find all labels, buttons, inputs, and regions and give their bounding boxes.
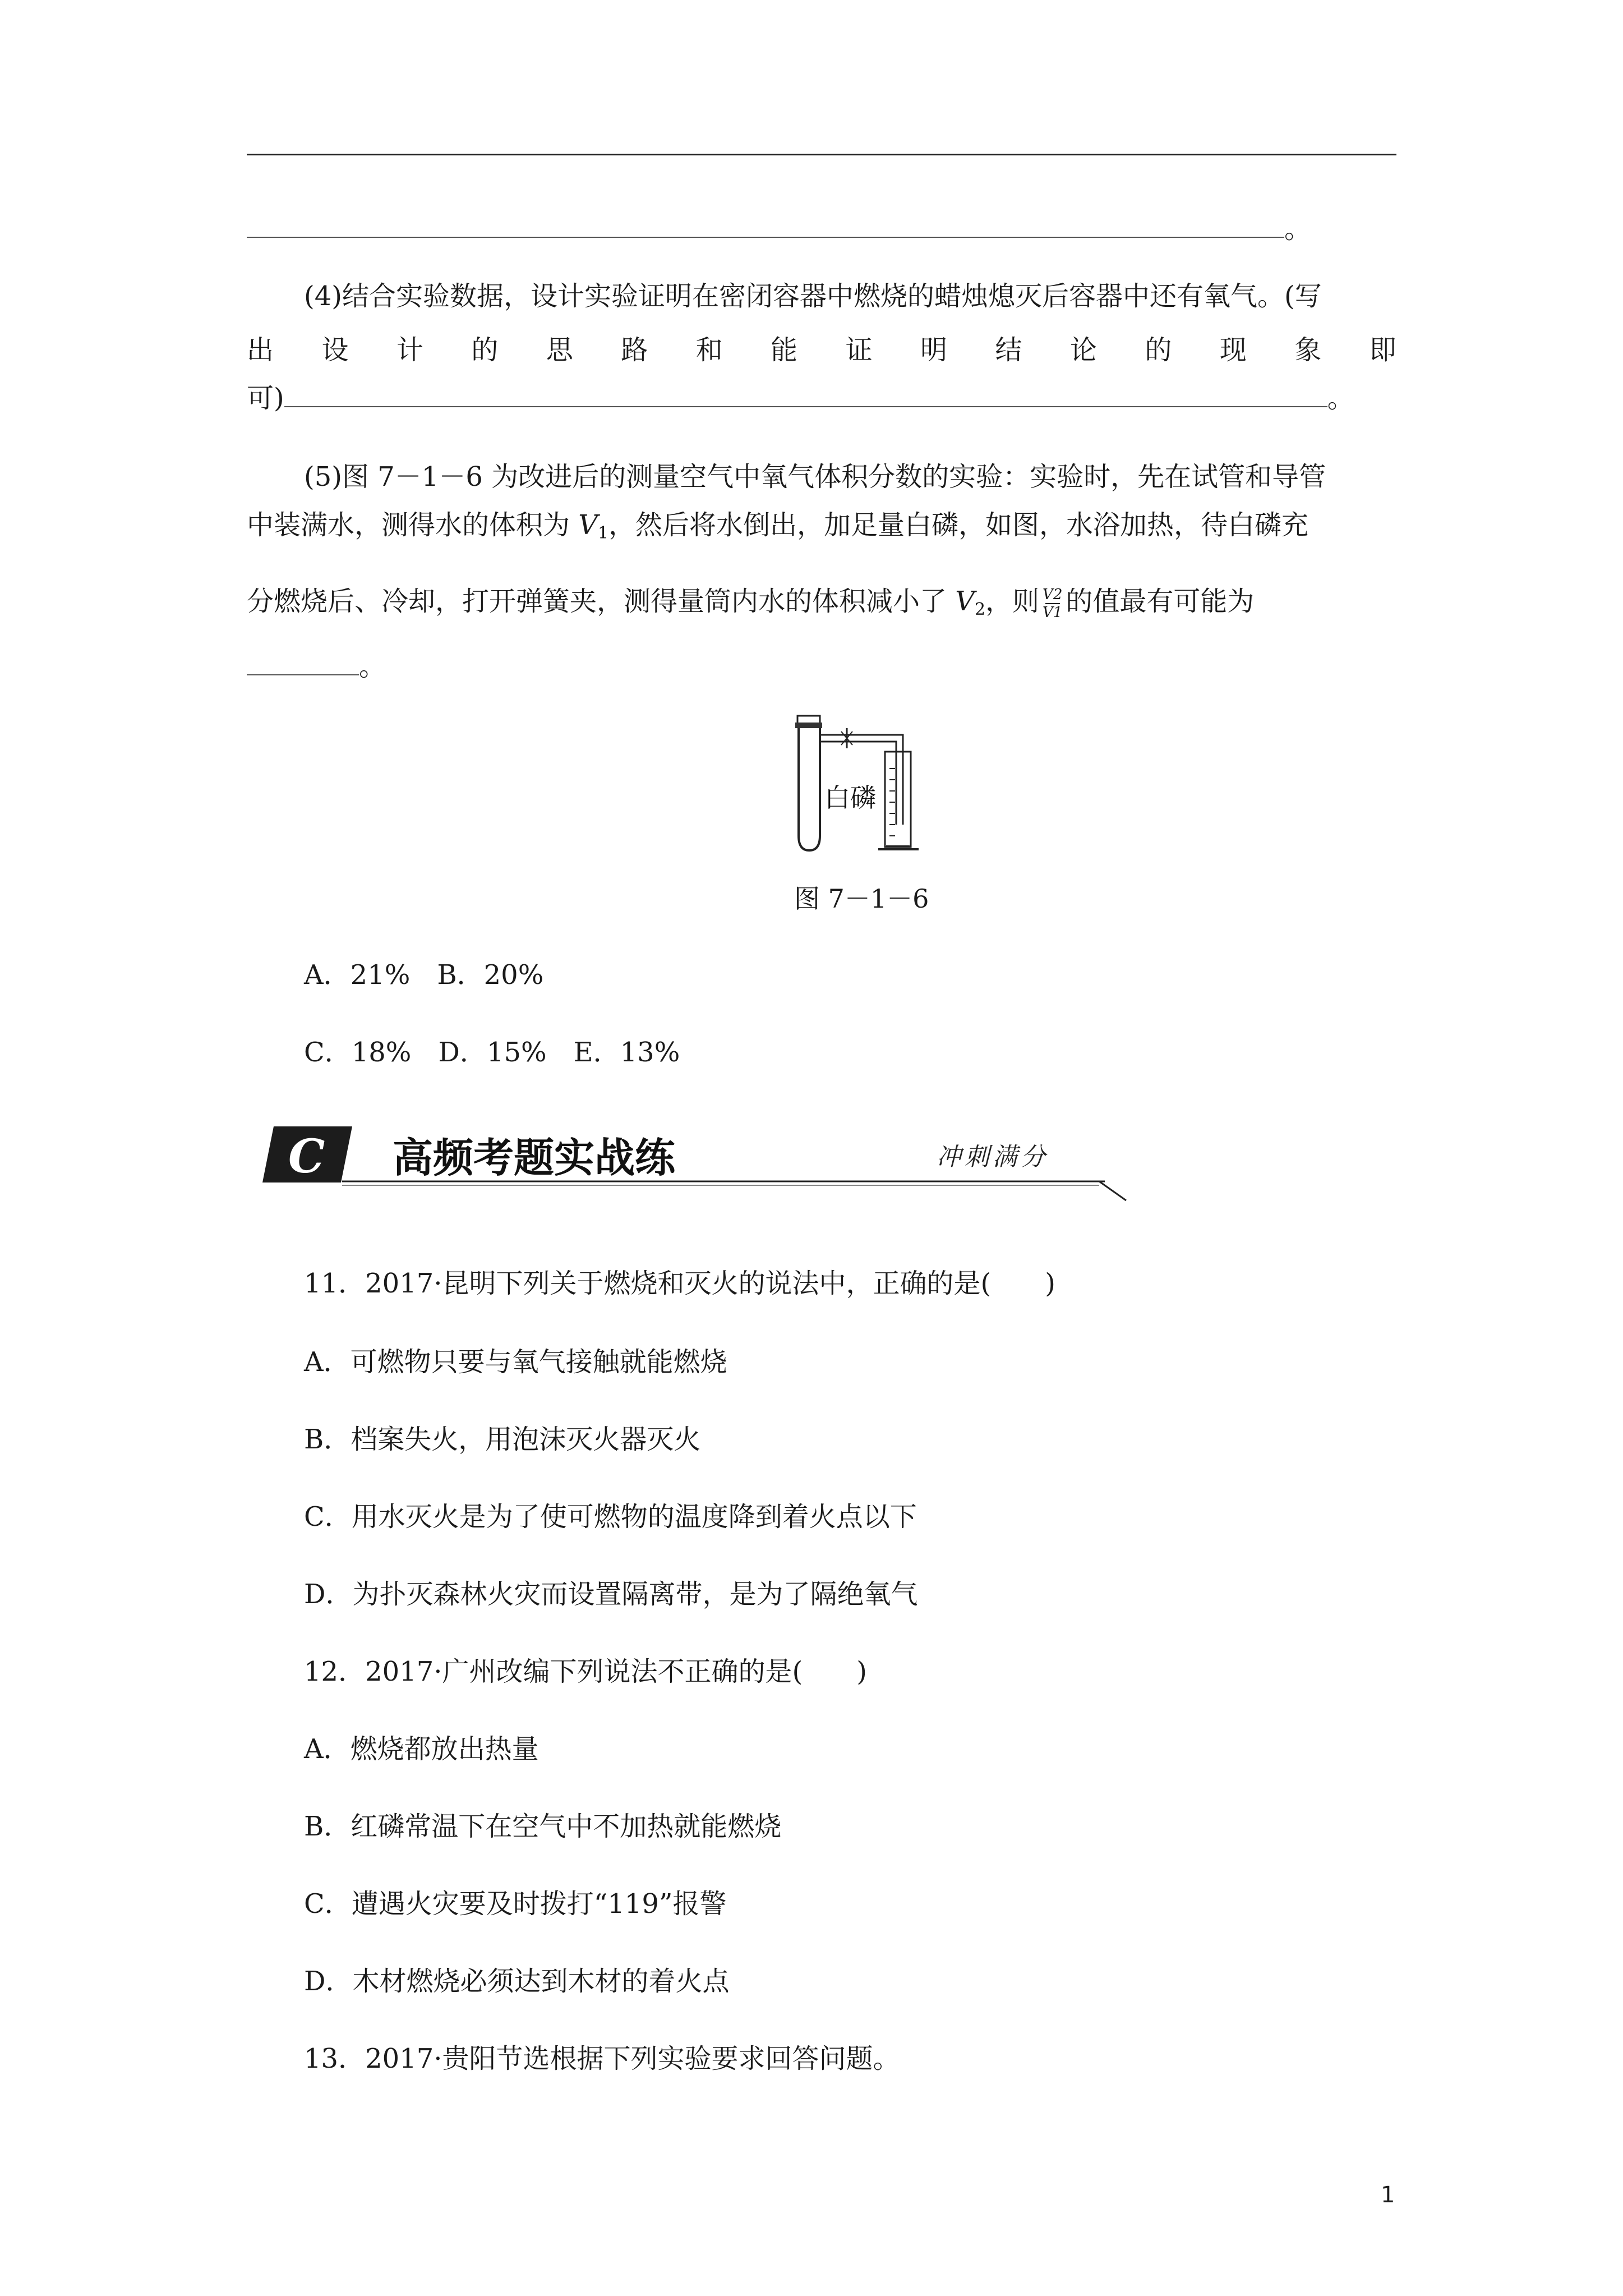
q12-option-d: D．木材燃烧必须达到木材的着火点: [304, 1966, 730, 1997]
part4-line2-char: 设: [321, 334, 349, 366]
part4-line1: (4)结合实验数据，设计实验证明在密闭容器中燃烧的蜡烛熄灭后容器中还有氧气。(写: [304, 280, 1322, 312]
q13-stem: 13．2017·贵阳节选根据下列实验要求回答问题。: [304, 2043, 900, 2074]
part4-line2-char: 和: [695, 334, 723, 366]
options-row-1: A．21% B．20%: [304, 959, 544, 991]
q11-option-c: C．用水灭火是为了使可燃物的温度降到着火点以下: [304, 1501, 917, 1533]
part4-line2-char: 的: [471, 334, 499, 366]
part4-line3: 可) 。: [247, 383, 1354, 414]
part4-line2-char: 计: [396, 334, 423, 366]
q12-option-a: A．燃烧都放出热量: [304, 1733, 539, 1765]
options-row-2: C．18% D．15% E．13%: [304, 1037, 680, 1068]
part4-line2: [247, 332, 1396, 368]
q11-option-d: D．为扑灭森林火灾而设置隔离带，是为了隔绝氧气: [304, 1579, 918, 1610]
q12-option-c: C．遭遇火灾要及时拨打“119”报警: [304, 1888, 727, 1920]
q11-option-a: A．可燃物只要与氧气接触就能燃烧: [304, 1346, 727, 1378]
part4-line2-char: 思: [546, 334, 573, 366]
white-phosphorus-label: 白磷: [824, 783, 876, 813]
v2-over-v1-fraction: $\frac{V2}{V1}$: [1043, 586, 1063, 621]
part4-line2-char: 路: [621, 334, 648, 366]
q12-stem: 12．2017·广州改编下列说法不正确的是( ): [304, 1656, 867, 1687]
apparatus-figure: [774, 712, 942, 858]
part4-line2-char: 证: [845, 334, 873, 366]
q12-option-b: B．红磷常温下在空气中不加热就能燃烧: [304, 1811, 782, 1842]
part4-line2-char: 明: [920, 334, 948, 366]
part5-line4: 。: [247, 648, 386, 684]
answer-blank: [284, 384, 1327, 407]
part5-line1: (5)图 7－1－6 为改进后的测量空气中氧气体积分数的实验：实验时，先在试管和导管: [304, 461, 1326, 493]
part5-line3: 分燃烧后、冷却，打开弹簧夹，测得量筒内水的体积减小了 $V_2$，则 $\frac{V2}{V1}$ 的值最有可能为: [247, 586, 1255, 621]
section-subtitle: 冲刺满分: [937, 1143, 1049, 1171]
section-letter: C: [288, 1130, 325, 1184]
part4-line2-char: 现: [1219, 334, 1247, 366]
q11-stem: 11．2017·昆明下列关于燃烧和灭火的说法中，正确的是( ): [304, 1268, 1055, 1299]
part4-line2-char: 出: [247, 334, 274, 366]
part4-line2-char: 象: [1294, 334, 1322, 366]
answer-blank: [247, 652, 359, 675]
section-title: 高频考题实战练: [393, 1134, 676, 1181]
part4-line2-char: 的: [1145, 334, 1172, 366]
page-number: 1: [1381, 2182, 1395, 2208]
figure-caption: 图 7－1－6: [794, 884, 929, 914]
header-rule: [247, 154, 1396, 155]
answer-blank: [247, 214, 1284, 238]
part4-line2-char: 即: [1369, 334, 1396, 366]
part4-line2-char: 论: [1069, 334, 1097, 366]
part4-line2-char: 结: [995, 334, 1022, 366]
part4-line2-char: 能: [771, 334, 798, 366]
part5-line2: 中装满水，测得水的体积为 $V_1$，然后将水倒出，加足量白磷，如图，水浴加热，待白磷充: [247, 509, 1309, 543]
q11-option-b: B．档案失火，用泡沫灭火器灭火: [304, 1424, 701, 1455]
answer-line-part3: 。: [247, 211, 1311, 247]
